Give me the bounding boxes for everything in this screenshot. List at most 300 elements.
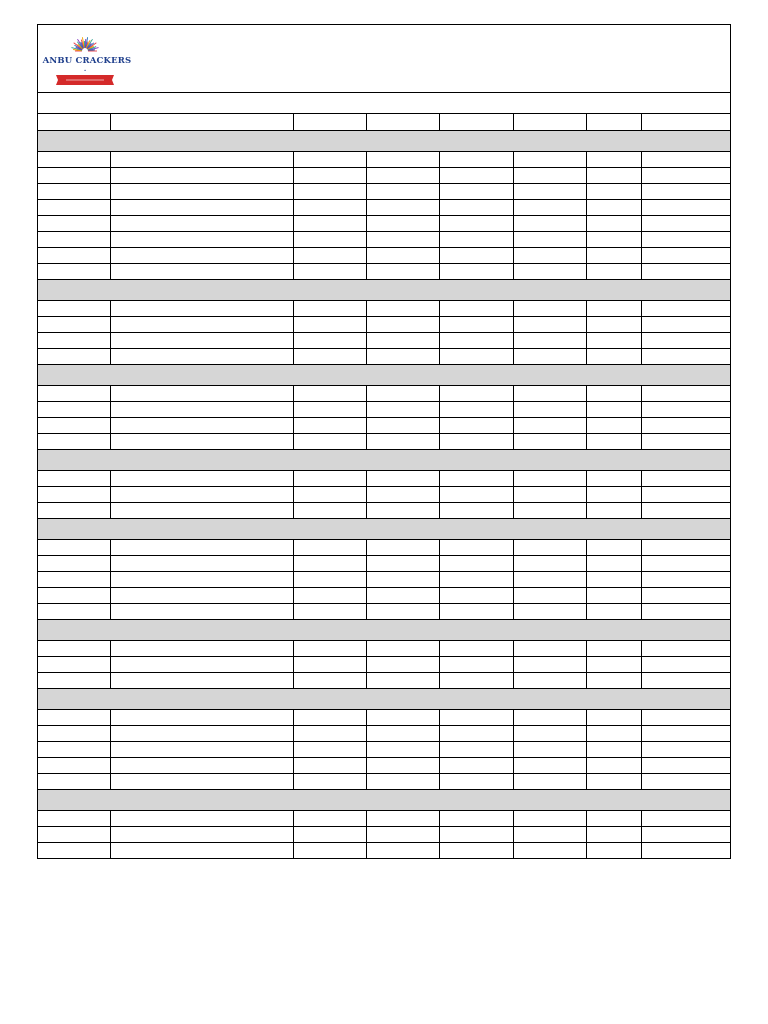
table-cell xyxy=(366,555,439,571)
table-cell xyxy=(110,215,293,231)
section-title xyxy=(38,688,730,709)
table-cell xyxy=(439,757,513,773)
table-cell xyxy=(293,571,366,587)
table-row xyxy=(38,741,730,757)
table-cell xyxy=(38,725,110,741)
table-cell xyxy=(586,348,641,364)
table-cell xyxy=(366,348,439,364)
table-cell xyxy=(439,640,513,656)
table-row xyxy=(38,826,730,842)
table-cell xyxy=(110,486,293,502)
table-cell xyxy=(641,348,730,364)
table-cell xyxy=(38,332,110,348)
table-cell xyxy=(641,300,730,316)
table-cell xyxy=(38,300,110,316)
table-cell xyxy=(439,741,513,757)
table-cell xyxy=(641,587,730,603)
table-row xyxy=(38,316,730,332)
table-cell xyxy=(366,571,439,587)
table-cell xyxy=(641,725,730,741)
table-row xyxy=(38,486,730,502)
table-cell xyxy=(586,433,641,449)
table-row xyxy=(38,231,730,247)
table-cell xyxy=(293,656,366,672)
table-cell xyxy=(439,300,513,316)
table-cell xyxy=(366,810,439,826)
table-row xyxy=(38,401,730,417)
table-cell xyxy=(110,114,293,130)
table-cell xyxy=(38,842,110,858)
table-cell xyxy=(641,826,730,842)
table-cell xyxy=(586,725,641,741)
table-row xyxy=(38,433,730,449)
table-cell xyxy=(439,167,513,183)
table-cell xyxy=(366,114,439,130)
table-cell xyxy=(110,555,293,571)
table-cell xyxy=(110,401,293,417)
table-row xyxy=(38,810,730,826)
table-row xyxy=(38,709,730,725)
table-row xyxy=(38,773,730,789)
table-cell xyxy=(293,332,366,348)
table-cell xyxy=(38,316,110,332)
header-box xyxy=(38,25,730,93)
table-cell xyxy=(439,332,513,348)
table-cell xyxy=(513,247,586,263)
table-cell xyxy=(366,417,439,433)
table-cell xyxy=(38,215,110,231)
table-cell xyxy=(110,603,293,619)
table-cell xyxy=(513,555,586,571)
table-cell xyxy=(513,151,586,167)
table-cell xyxy=(641,247,730,263)
table-cell xyxy=(586,656,641,672)
table-cell xyxy=(366,332,439,348)
table-cell xyxy=(366,199,439,215)
table-row xyxy=(38,199,730,215)
table-cell xyxy=(293,247,366,263)
table-cell xyxy=(641,672,730,688)
table-cell xyxy=(38,709,110,725)
table-cell xyxy=(586,300,641,316)
table-cell xyxy=(366,773,439,789)
price-list-sheet xyxy=(37,24,731,859)
table-cell xyxy=(439,247,513,263)
table-cell xyxy=(293,114,366,130)
table-cell xyxy=(513,433,586,449)
table-cell xyxy=(513,385,586,401)
table-cell xyxy=(38,231,110,247)
table-cell xyxy=(513,725,586,741)
table-cell xyxy=(366,587,439,603)
table-row xyxy=(38,555,730,571)
table-cell xyxy=(513,486,586,502)
table-cell xyxy=(366,183,439,199)
table-cell xyxy=(641,151,730,167)
table-row xyxy=(38,603,730,619)
section-title xyxy=(38,130,730,151)
table-cell xyxy=(366,672,439,688)
table-cell xyxy=(641,417,730,433)
section-header-row xyxy=(38,279,730,300)
table-cell xyxy=(110,640,293,656)
table-row xyxy=(38,656,730,672)
table-cell xyxy=(586,842,641,858)
table-row xyxy=(38,151,730,167)
table-cell xyxy=(586,151,641,167)
table-cell xyxy=(513,709,586,725)
table-cell xyxy=(513,231,586,247)
table-cell xyxy=(641,316,730,332)
table-cell xyxy=(110,656,293,672)
table-cell xyxy=(366,539,439,555)
table-cell xyxy=(366,603,439,619)
table-cell xyxy=(439,709,513,725)
table-cell xyxy=(439,417,513,433)
table-cell xyxy=(439,571,513,587)
table-cell xyxy=(110,587,293,603)
table-cell xyxy=(641,603,730,619)
table-cell xyxy=(38,826,110,842)
table-cell xyxy=(110,300,293,316)
table-cell xyxy=(439,539,513,555)
table-row xyxy=(38,539,730,555)
table-cell xyxy=(38,183,110,199)
table-cell xyxy=(366,640,439,656)
table-cell xyxy=(110,199,293,215)
table-row xyxy=(38,167,730,183)
table-cell xyxy=(110,672,293,688)
table-cell xyxy=(586,603,641,619)
table-cell xyxy=(641,555,730,571)
table-cell xyxy=(366,433,439,449)
table-cell xyxy=(366,842,439,858)
table-row xyxy=(38,385,730,401)
section-header-row xyxy=(38,518,730,539)
table-cell xyxy=(641,757,730,773)
table-cell xyxy=(366,167,439,183)
table-cell xyxy=(439,231,513,247)
table-cell xyxy=(293,167,366,183)
table-cell xyxy=(641,385,730,401)
table-row xyxy=(38,263,730,279)
table-cell xyxy=(641,810,730,826)
table-cell xyxy=(439,151,513,167)
table-cell xyxy=(110,263,293,279)
table-cell xyxy=(641,842,730,858)
table-cell xyxy=(366,231,439,247)
table-cell xyxy=(293,215,366,231)
table-cell xyxy=(110,842,293,858)
table-cell xyxy=(641,571,730,587)
table-cell xyxy=(586,640,641,656)
table-cell xyxy=(439,486,513,502)
table-cell xyxy=(38,741,110,757)
table-cell xyxy=(641,263,730,279)
table-cell xyxy=(586,571,641,587)
table-cell xyxy=(439,385,513,401)
table-cell xyxy=(366,151,439,167)
table-cell xyxy=(641,332,730,348)
table-cell xyxy=(38,571,110,587)
table-cell xyxy=(586,555,641,571)
table-cell xyxy=(38,433,110,449)
table-cell xyxy=(439,502,513,518)
table-cell xyxy=(513,215,586,231)
table-cell xyxy=(38,385,110,401)
table-cell xyxy=(293,486,366,502)
table-cell xyxy=(513,656,586,672)
table-cell xyxy=(513,199,586,215)
section-header-row xyxy=(38,619,730,640)
table-cell xyxy=(641,709,730,725)
table-cell xyxy=(513,417,586,433)
table-cell xyxy=(110,709,293,725)
title-band xyxy=(38,93,730,114)
table-cell xyxy=(110,167,293,183)
table-cell xyxy=(366,757,439,773)
table-cell xyxy=(586,231,641,247)
table-cell xyxy=(586,401,641,417)
table-cell xyxy=(513,571,586,587)
table-cell xyxy=(38,486,110,502)
table-row xyxy=(38,348,730,364)
table-row xyxy=(38,587,730,603)
table-cell xyxy=(439,433,513,449)
table-cell xyxy=(38,151,110,167)
table-cell xyxy=(641,401,730,417)
table-cell xyxy=(513,401,586,417)
table-cell xyxy=(586,757,641,773)
table-cell xyxy=(293,672,366,688)
table-cell xyxy=(366,300,439,316)
table-cell xyxy=(586,672,641,688)
table-cell xyxy=(586,247,641,263)
table-cell xyxy=(513,587,586,603)
table-cell xyxy=(513,757,586,773)
table-cell xyxy=(513,502,586,518)
table-cell xyxy=(293,300,366,316)
table-row xyxy=(38,757,730,773)
table-cell xyxy=(513,263,586,279)
table-cell xyxy=(586,183,641,199)
table-cell xyxy=(586,385,641,401)
table-cell xyxy=(439,348,513,364)
table-cell xyxy=(110,470,293,486)
table-cell xyxy=(38,587,110,603)
table-cell xyxy=(110,385,293,401)
table-cell xyxy=(110,247,293,263)
table-cell xyxy=(110,348,293,364)
table-cell xyxy=(38,167,110,183)
table-cell xyxy=(38,502,110,518)
table-row xyxy=(38,215,730,231)
table-cell xyxy=(439,810,513,826)
table-cell xyxy=(293,385,366,401)
table-cell xyxy=(366,247,439,263)
table-cell xyxy=(586,502,641,518)
table-cell xyxy=(439,603,513,619)
table-cell xyxy=(366,385,439,401)
table-cell xyxy=(293,263,366,279)
price-table xyxy=(38,114,730,858)
table-cell xyxy=(586,773,641,789)
table-cell xyxy=(586,709,641,725)
table-cell xyxy=(38,757,110,773)
table-cell xyxy=(293,587,366,603)
table-cell xyxy=(586,587,641,603)
table-cell xyxy=(38,114,110,130)
table-cell xyxy=(110,417,293,433)
table-cell xyxy=(38,555,110,571)
table-cell xyxy=(366,486,439,502)
table-row xyxy=(38,571,730,587)
table-cell xyxy=(293,773,366,789)
table-cell xyxy=(586,539,641,555)
table-cell xyxy=(38,773,110,789)
table-cell xyxy=(38,247,110,263)
section-title xyxy=(38,789,730,810)
table-cell xyxy=(439,114,513,130)
table-cell xyxy=(586,167,641,183)
table-cell xyxy=(366,725,439,741)
table-cell xyxy=(293,183,366,199)
table-cell xyxy=(641,167,730,183)
table-cell xyxy=(38,401,110,417)
section-title xyxy=(38,279,730,300)
table-cell xyxy=(439,555,513,571)
table-cell xyxy=(513,332,586,348)
table-cell xyxy=(439,773,513,789)
table-cell xyxy=(366,470,439,486)
table-cell xyxy=(439,672,513,688)
table-cell xyxy=(513,300,586,316)
section-header-row xyxy=(38,130,730,151)
table-cell xyxy=(513,826,586,842)
section-header-row xyxy=(38,364,730,385)
table-cell xyxy=(293,401,366,417)
table-cell xyxy=(38,199,110,215)
table-cell xyxy=(439,587,513,603)
company-logo xyxy=(42,37,132,85)
table-cell xyxy=(293,433,366,449)
table-cell xyxy=(293,502,366,518)
table-cell xyxy=(293,199,366,215)
table-cell xyxy=(110,502,293,518)
table-cell xyxy=(38,539,110,555)
table-cell xyxy=(586,486,641,502)
table-cell xyxy=(293,555,366,571)
brand-name: ANBU CRACKERS xyxy=(42,56,132,66)
table-row xyxy=(38,502,730,518)
table-cell xyxy=(439,215,513,231)
table-cell xyxy=(586,114,641,130)
table-cell xyxy=(110,725,293,741)
table-cell xyxy=(293,539,366,555)
table-cell xyxy=(641,741,730,757)
table-cell xyxy=(366,741,439,757)
table-cell xyxy=(439,725,513,741)
table-cell xyxy=(513,539,586,555)
table-cell xyxy=(366,709,439,725)
table-cell xyxy=(110,826,293,842)
table-cell xyxy=(586,263,641,279)
table-cell xyxy=(586,741,641,757)
table-cell xyxy=(641,199,730,215)
table-cell xyxy=(38,417,110,433)
table-cell xyxy=(366,826,439,842)
table-cell xyxy=(293,470,366,486)
table-cell xyxy=(293,842,366,858)
table-cell xyxy=(439,656,513,672)
table-cell xyxy=(366,316,439,332)
section-title xyxy=(38,364,730,385)
table-cell xyxy=(641,656,730,672)
table-cell xyxy=(38,640,110,656)
table-row xyxy=(38,725,730,741)
table-cell xyxy=(513,316,586,332)
table-cell xyxy=(439,470,513,486)
table-cell xyxy=(641,539,730,555)
table-cell xyxy=(110,741,293,757)
table-cell xyxy=(586,470,641,486)
table-cell xyxy=(293,231,366,247)
table-row xyxy=(38,300,730,316)
table-cell xyxy=(439,842,513,858)
section-header-row xyxy=(38,688,730,709)
table-cell xyxy=(641,215,730,231)
table-cell xyxy=(110,231,293,247)
table-cell xyxy=(366,656,439,672)
table-cell xyxy=(110,571,293,587)
table-cell xyxy=(110,433,293,449)
table-cell xyxy=(586,199,641,215)
table-cell xyxy=(366,263,439,279)
table-cell xyxy=(439,199,513,215)
table-cell xyxy=(641,640,730,656)
table-cell xyxy=(110,810,293,826)
table-cell xyxy=(38,470,110,486)
table-cell xyxy=(293,810,366,826)
table-cell xyxy=(110,183,293,199)
table-cell xyxy=(513,810,586,826)
table-row xyxy=(38,842,730,858)
table-cell xyxy=(586,332,641,348)
table-cell xyxy=(439,316,513,332)
table-cell xyxy=(366,502,439,518)
table-cell xyxy=(110,757,293,773)
table-cell xyxy=(439,263,513,279)
table-cell xyxy=(293,151,366,167)
table-cell xyxy=(641,114,730,130)
table-cell xyxy=(110,316,293,332)
table-cell xyxy=(513,114,586,130)
table-cell xyxy=(513,741,586,757)
table-row xyxy=(38,417,730,433)
table-cell xyxy=(38,672,110,688)
table-cell xyxy=(513,640,586,656)
table-cell xyxy=(38,810,110,826)
table-cell xyxy=(293,741,366,757)
table-cell xyxy=(293,709,366,725)
table-row xyxy=(38,332,730,348)
column-header-row xyxy=(38,114,730,130)
table-cell xyxy=(293,757,366,773)
table-row xyxy=(38,672,730,688)
table-cell xyxy=(513,183,586,199)
table-cell xyxy=(513,470,586,486)
table-cell xyxy=(293,316,366,332)
